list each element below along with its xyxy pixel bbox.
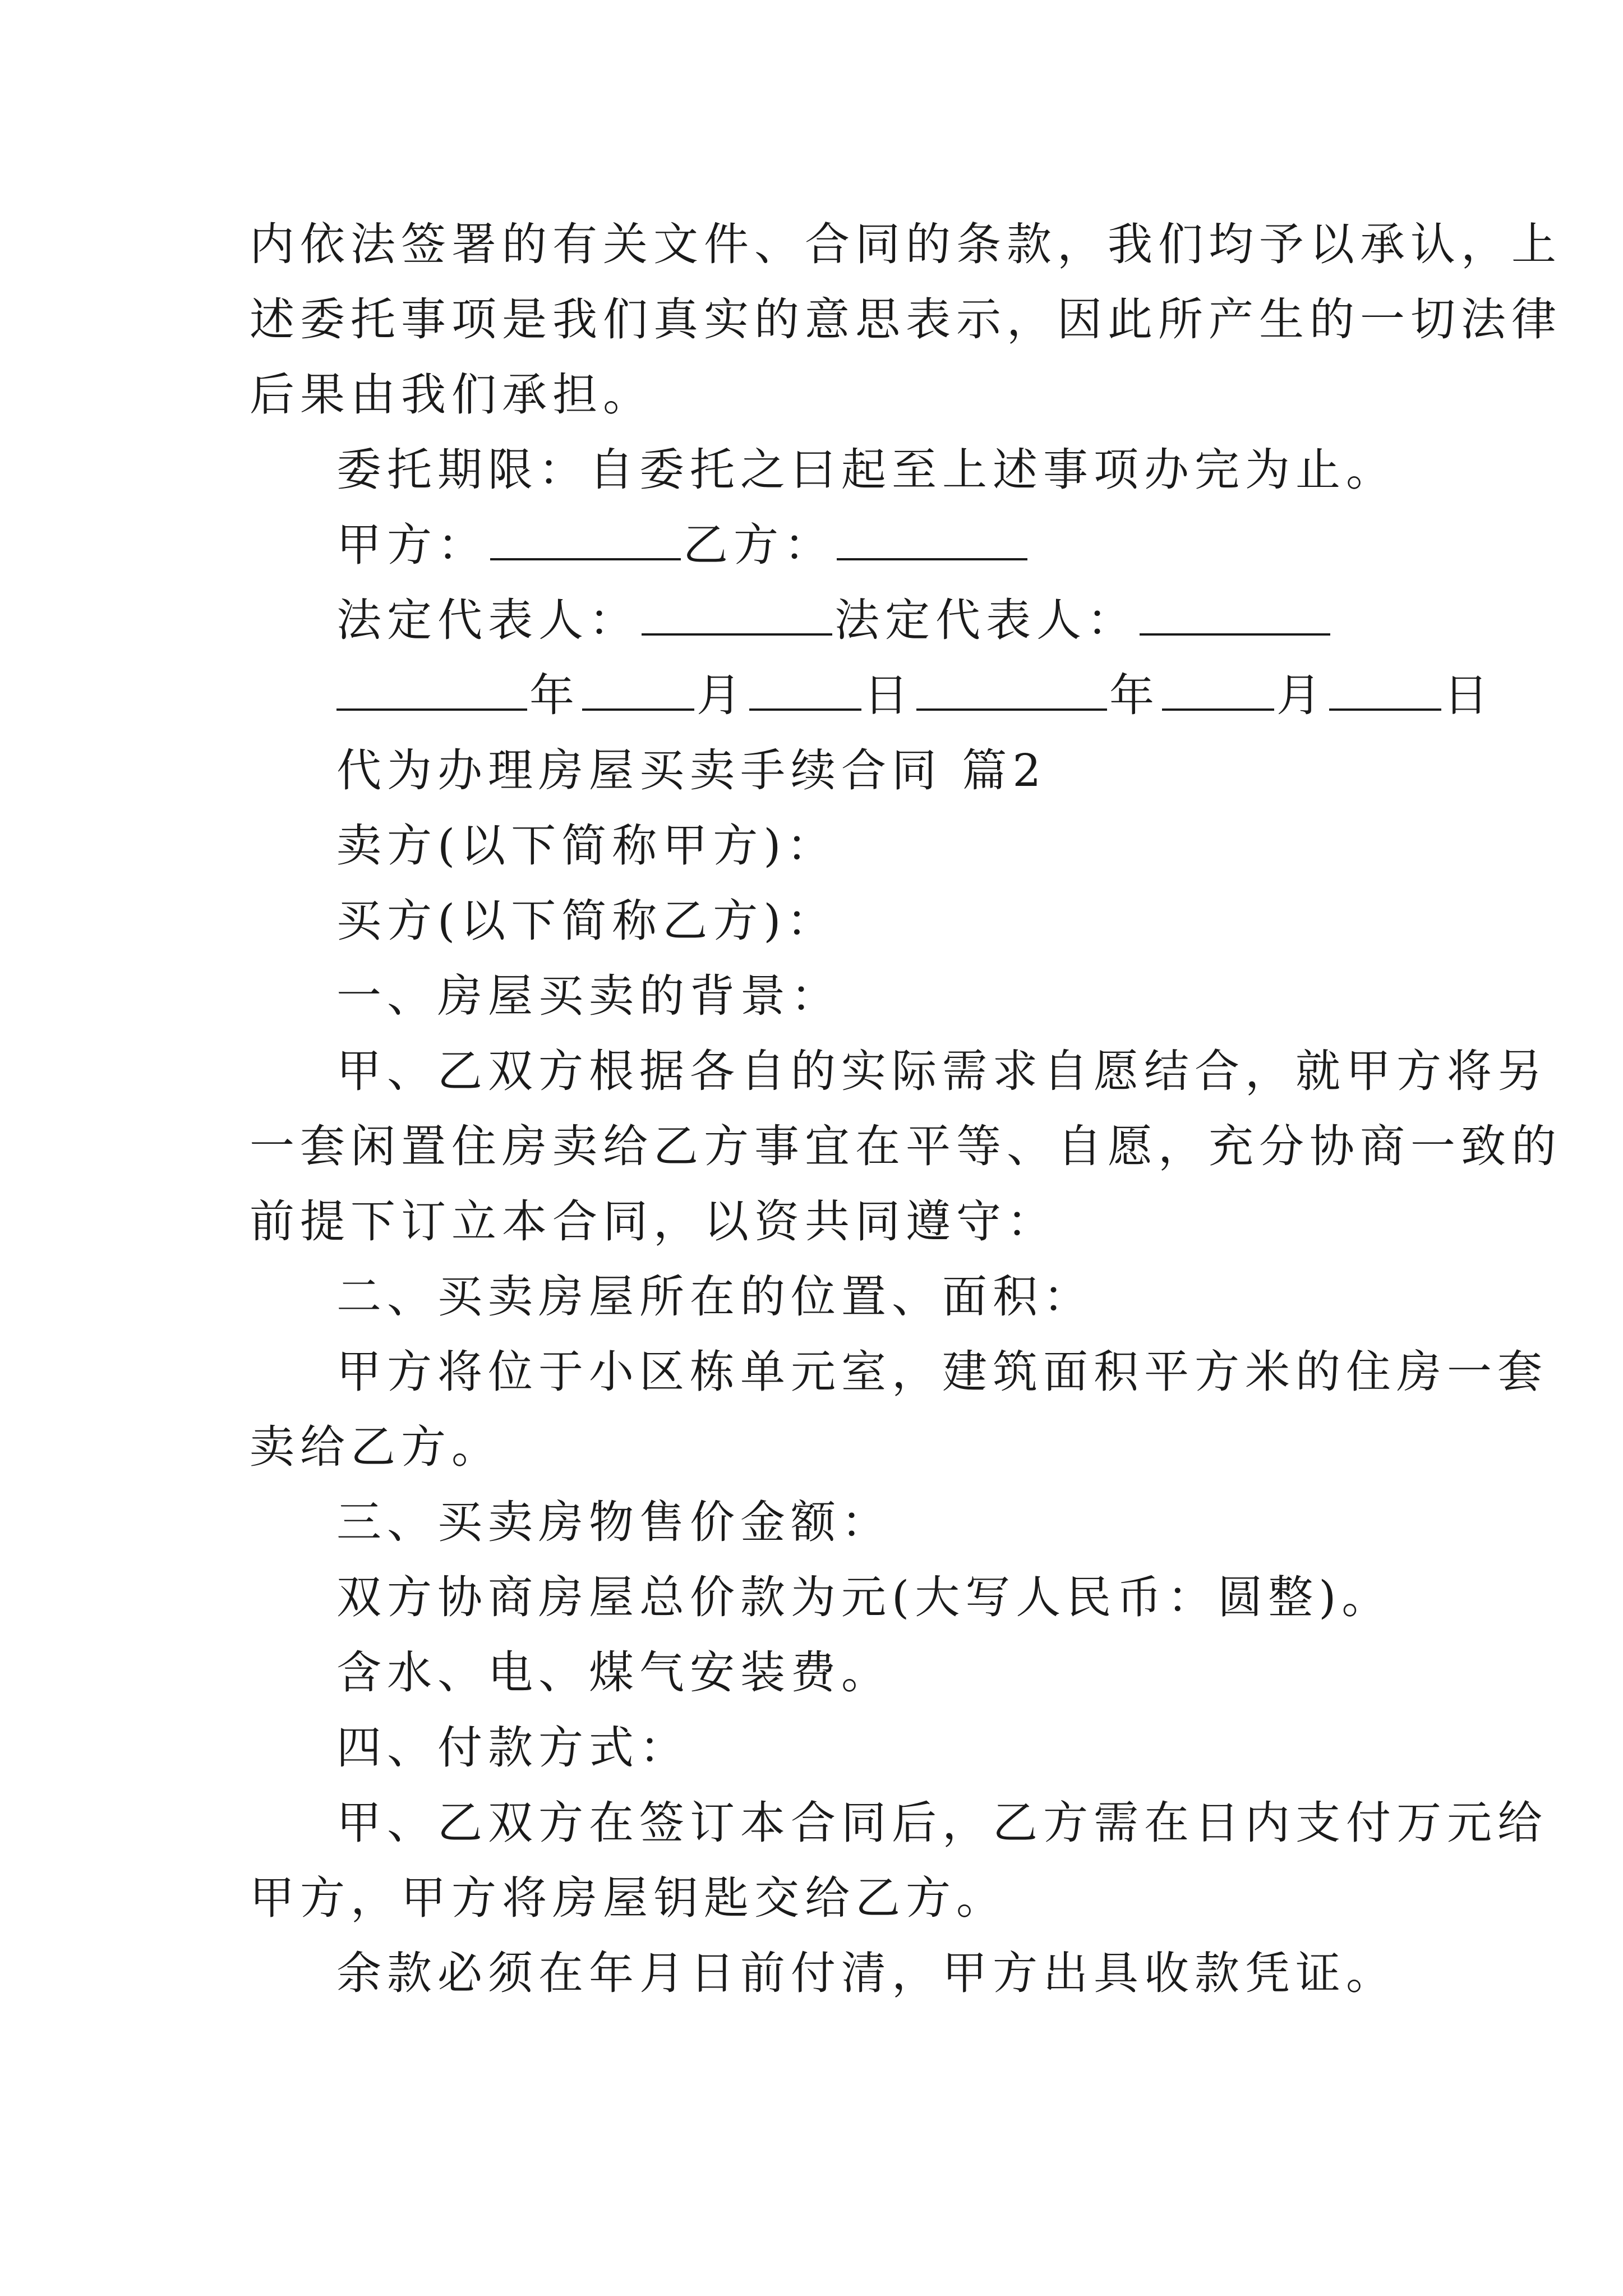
rep-b-label: 法定代表人： [834, 594, 1137, 646]
party-b-label: 乙方： [683, 519, 834, 571]
body-text-line: 双方协商房屋总价款为元(大写人民币：圆整)。 [336, 1571, 1393, 1623]
rep-a-label: 法定代表人： [336, 594, 639, 646]
day-label: 日 [864, 669, 914, 721]
party-b-blank [837, 558, 1027, 560]
party-a-label: 甲方： [336, 519, 488, 571]
clause-heading: 二、买卖房屋所在的位置、面积： [336, 1271, 1094, 1323]
month-label: 月 [1276, 669, 1327, 721]
year-blank [916, 708, 1107, 711]
year-label: 年 [1109, 669, 1160, 721]
clause-heading: 三、买卖房物售价金额： [336, 1496, 892, 1548]
day-blank [749, 708, 861, 711]
body-text-line: 甲方将位于小区栋单元室，建筑面积平方米的住房一套 [336, 1346, 1548, 1398]
clause-heading: 四、付款方式： [336, 1722, 690, 1774]
date-line [336, 656, 1494, 735]
body-text-line: 含水、电、煤气安装费。 [336, 1646, 892, 1699]
party-a-blank [490, 558, 681, 560]
year-blank [336, 708, 527, 711]
body-text-line: 内依法签署的有关文件、合同的条款，我们均予以承认，上 [250, 218, 1562, 270]
section-title: 代为办理房屋买卖手续合同 篇2 [336, 744, 1047, 797]
day-blank [1329, 708, 1441, 711]
clause-heading: 一、房屋买卖的背景： [336, 970, 841, 1022]
entrust-period-line: 委托期限：自委托之曰起至上述事项办完为止。 [336, 444, 1396, 496]
body-text-line: 卖给乙方。 [250, 1421, 502, 1473]
body-text-line: 述委托事项是我们真实的意思表示，因此所产生的一切法律 [250, 293, 1562, 346]
month-blank [582, 708, 694, 711]
body-text-line: 一套闲置住房卖给乙方事宜在平等、自愿，充分协商一致的 [250, 1120, 1562, 1172]
body-text-line: 前提下订立本合同，以资共同遵守： [250, 1195, 1057, 1248]
buyer-line: 买方(以下简称乙方)： [336, 895, 837, 947]
legal-rep-line [336, 581, 1481, 660]
party-signature-line [336, 506, 1481, 585]
year-label: 年 [529, 669, 580, 721]
month-label: 月 [697, 669, 747, 721]
body-text-line: 甲方，甲方将房屋钥匙交给乙方。 [250, 1872, 1007, 1924]
body-text-line: 甲、乙双方在签订本合同后，乙方需在日内支付万元给 [336, 1797, 1548, 1849]
seller-line: 卖方(以下简称甲方)： [336, 820, 837, 872]
body-text-line: 余款必须在年月日前付清，甲方出具收款凭证。 [336, 1947, 1396, 1999]
month-blank [1162, 708, 1274, 711]
day-label: 日 [1444, 669, 1494, 721]
rep-a-blank [642, 633, 832, 636]
rep-b-blank [1140, 633, 1330, 636]
body-text-line: 后果由我们承担。 [250, 369, 653, 421]
body-text-line: 甲、乙双方根据各自的实际需求自愿结合，就甲方将另 [336, 1045, 1548, 1097]
